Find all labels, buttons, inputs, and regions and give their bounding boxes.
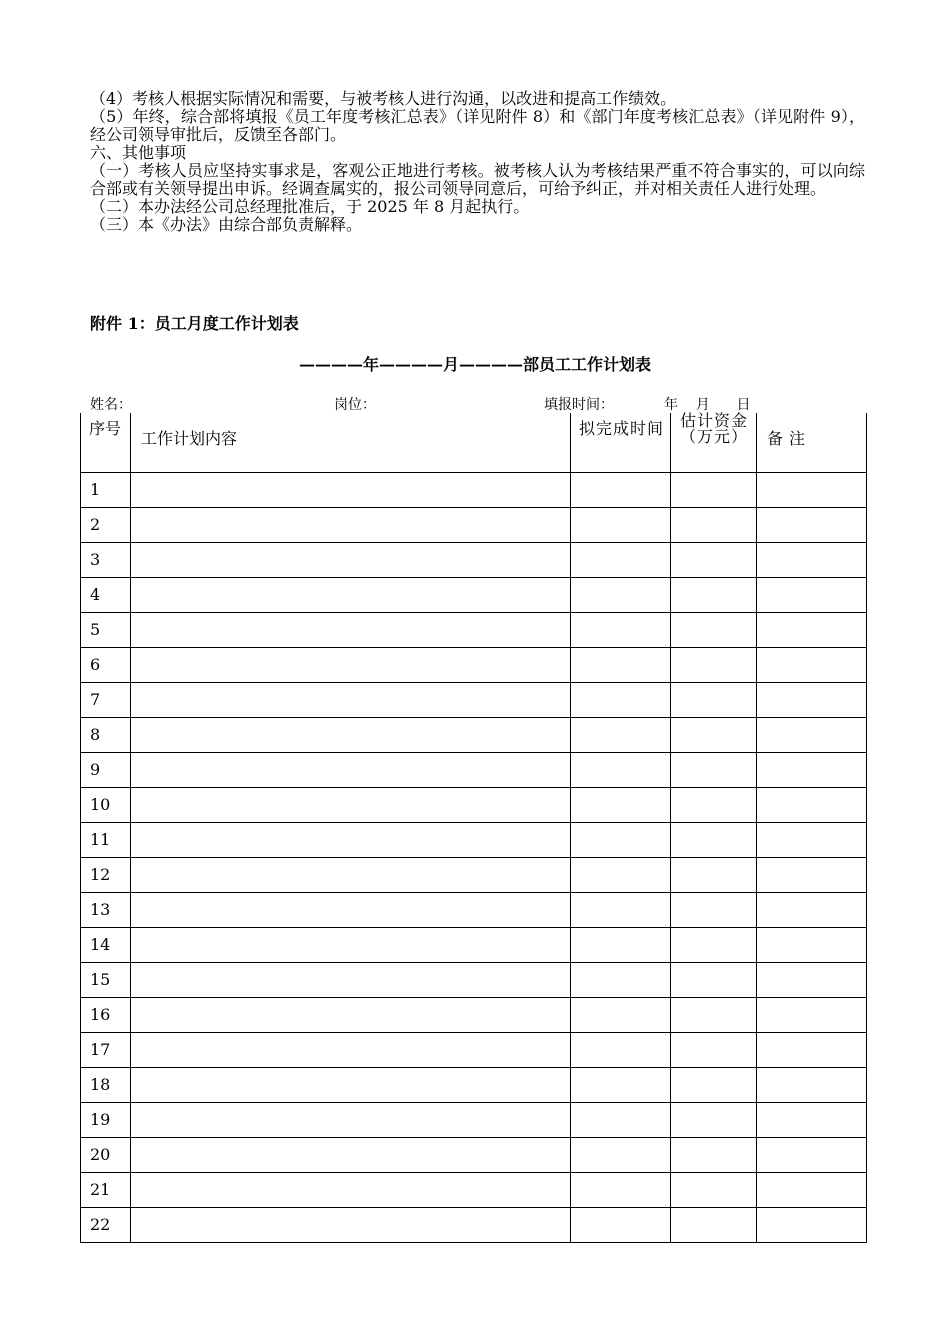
note-cell[interactable] bbox=[757, 717, 867, 752]
fund-cell[interactable] bbox=[671, 1137, 757, 1172]
row-number: 6 bbox=[81, 647, 131, 682]
content-cell[interactable] bbox=[131, 1032, 571, 1067]
planned-date-cell[interactable] bbox=[571, 962, 671, 997]
table-row bbox=[81, 507, 867, 542]
planned-date-cell[interactable] bbox=[571, 717, 671, 752]
note-cell[interactable] bbox=[757, 962, 867, 997]
note-cell[interactable] bbox=[757, 822, 867, 857]
fund-cell[interactable] bbox=[671, 577, 757, 612]
note-cell[interactable] bbox=[757, 682, 867, 717]
planned-date-cell[interactable] bbox=[571, 682, 671, 717]
note-cell[interactable] bbox=[757, 647, 867, 682]
fund-cell[interactable] bbox=[671, 612, 757, 647]
note-cell[interactable] bbox=[757, 892, 867, 927]
fund-cell[interactable] bbox=[671, 1207, 757, 1242]
note-cell[interactable] bbox=[757, 542, 867, 577]
row-number: 8 bbox=[81, 717, 131, 752]
row-number: 13 bbox=[81, 892, 131, 927]
row-number: 14 bbox=[81, 927, 131, 962]
table-row bbox=[81, 542, 867, 577]
header-seq: 序号 bbox=[81, 413, 131, 472]
header-content: 工作计划内容 bbox=[131, 413, 571, 472]
planned-date-cell[interactable] bbox=[571, 822, 671, 857]
table-row bbox=[81, 787, 867, 822]
row-number: 9 bbox=[81, 752, 131, 787]
row-number: 10 bbox=[81, 787, 131, 822]
paragraph: （三）本《办法》由综合部负责解释。 bbox=[90, 215, 363, 234]
table-row bbox=[81, 577, 867, 612]
table-row bbox=[81, 612, 867, 647]
content-cell[interactable] bbox=[131, 472, 571, 507]
planned-date-cell[interactable] bbox=[571, 997, 671, 1032]
form-info-row bbox=[90, 395, 865, 415]
content-cell[interactable] bbox=[131, 542, 571, 577]
row-number: 22 bbox=[81, 1207, 131, 1242]
table-row bbox=[81, 1207, 867, 1242]
fill-date-label: 填报时间： bbox=[544, 397, 614, 413]
table-row bbox=[81, 647, 867, 682]
content-cell[interactable] bbox=[131, 612, 571, 647]
content-cell[interactable] bbox=[131, 997, 571, 1032]
attachment-title: 附件 1：员工月度工作计划表 bbox=[90, 314, 299, 333]
body-text bbox=[90, 90, 865, 234]
content-cell[interactable] bbox=[131, 1207, 571, 1242]
header-fund: 估计资金（万元） bbox=[671, 413, 757, 472]
planned-date-cell[interactable] bbox=[571, 647, 671, 682]
fund-cell[interactable] bbox=[671, 787, 757, 822]
fund-cell[interactable] bbox=[671, 472, 757, 507]
row-number: 21 bbox=[81, 1172, 131, 1207]
fund-cell[interactable] bbox=[671, 1067, 757, 1102]
row-number: 11 bbox=[81, 822, 131, 857]
planned-date-cell[interactable] bbox=[571, 542, 671, 577]
table-row bbox=[81, 1102, 867, 1137]
planned-date-cell[interactable] bbox=[571, 1032, 671, 1067]
content-cell[interactable] bbox=[131, 1102, 571, 1137]
note-cell[interactable] bbox=[757, 997, 867, 1032]
fund-cell[interactable] bbox=[671, 822, 757, 857]
planned-date-cell[interactable] bbox=[571, 892, 671, 927]
fill-date-ymd: 年 月 日 bbox=[664, 397, 751, 413]
name-label: 姓名： bbox=[90, 397, 132, 413]
fund-cell[interactable] bbox=[671, 717, 757, 752]
note-cell[interactable] bbox=[757, 1102, 867, 1137]
row-number: 12 bbox=[81, 857, 131, 892]
content-cell[interactable] bbox=[131, 822, 571, 857]
fund-cell[interactable] bbox=[671, 997, 757, 1032]
fund-cell[interactable] bbox=[671, 752, 757, 787]
row-number: 18 bbox=[81, 1067, 131, 1102]
planned-date-cell[interactable] bbox=[571, 1207, 671, 1242]
content-cell[interactable] bbox=[131, 1172, 571, 1207]
planned-date-cell[interactable] bbox=[571, 927, 671, 962]
note-cell[interactable] bbox=[757, 857, 867, 892]
table-row bbox=[81, 472, 867, 507]
table-row bbox=[81, 927, 867, 962]
fund-cell[interactable] bbox=[671, 647, 757, 682]
header-note: 备注 bbox=[757, 413, 867, 472]
planned-date-cell[interactable] bbox=[571, 1102, 671, 1137]
paragraph: （4）考核人根据实际情况和需要，与被考核人进行沟通，以改进和提高工作绩效。 bbox=[90, 89, 677, 108]
fund-cell[interactable] bbox=[671, 857, 757, 892]
planned-date-cell[interactable] bbox=[571, 612, 671, 647]
content-cell[interactable] bbox=[131, 717, 571, 752]
note-cell[interactable] bbox=[757, 1172, 867, 1207]
row-number: 1 bbox=[81, 472, 131, 507]
row-number: 19 bbox=[81, 1102, 131, 1137]
row-number: 5 bbox=[81, 612, 131, 647]
row-number: 15 bbox=[81, 962, 131, 997]
note-cell[interactable] bbox=[757, 507, 867, 542]
planned-date-cell[interactable] bbox=[571, 752, 671, 787]
content-cell[interactable] bbox=[131, 507, 571, 542]
note-cell[interactable] bbox=[757, 1207, 867, 1242]
content-cell[interactable] bbox=[131, 962, 571, 997]
table-row bbox=[81, 997, 867, 1032]
note-cell[interactable] bbox=[757, 1137, 867, 1172]
table-row bbox=[81, 962, 867, 997]
content-cell[interactable] bbox=[131, 752, 571, 787]
table-header-row bbox=[81, 413, 867, 472]
fund-cell[interactable] bbox=[671, 927, 757, 962]
content-cell[interactable] bbox=[131, 577, 571, 612]
fund-cell[interactable] bbox=[671, 682, 757, 717]
planned-date-cell[interactable] bbox=[571, 1067, 671, 1102]
note-cell[interactable] bbox=[757, 1067, 867, 1102]
planned-date-cell[interactable] bbox=[571, 857, 671, 892]
paragraph: （5）年终，综合部将填报《员工年度考核汇总表》（详见附件 8）和《部门年度考核汇总表》（详见附件 9），经公司领导审批后，反馈至各部门。 bbox=[90, 107, 865, 144]
row-number: 17 bbox=[81, 1032, 131, 1067]
content-cell[interactable] bbox=[131, 857, 571, 892]
fund-cell[interactable] bbox=[671, 1102, 757, 1137]
content-cell[interactable] bbox=[131, 787, 571, 822]
content-cell[interactable] bbox=[131, 1137, 571, 1172]
row-number: 2 bbox=[81, 507, 131, 542]
row-number: 16 bbox=[81, 997, 131, 1032]
table-row bbox=[81, 682, 867, 717]
note-cell[interactable] bbox=[757, 472, 867, 507]
table-row bbox=[81, 717, 867, 752]
paragraph: （一）考核人员应坚持实事求是，客观公正地进行考核。被考核人认为考核结果严重不符合事实的，可以向综合部或有关领导提出申诉。经调查属实的，报公司领导同意后，可给予纠正，并对相关责任人进行处理。 bbox=[90, 161, 865, 198]
table-row bbox=[81, 1172, 867, 1207]
table-row bbox=[81, 822, 867, 857]
table-row bbox=[81, 1032, 867, 1067]
table-row bbox=[81, 857, 867, 892]
content-cell[interactable] bbox=[131, 927, 571, 962]
fund-cell[interactable] bbox=[671, 1172, 757, 1207]
content-cell[interactable] bbox=[131, 647, 571, 682]
post-label: 岗位： bbox=[334, 397, 376, 413]
section-heading: 六、其他事项 bbox=[90, 143, 187, 162]
content-cell[interactable] bbox=[131, 682, 571, 717]
planned-date-cell[interactable] bbox=[571, 787, 671, 822]
form-title: ————年————月————部员工工作计划表 bbox=[298, 355, 651, 374]
row-number: 3 bbox=[81, 542, 131, 577]
note-cell[interactable] bbox=[757, 927, 867, 962]
fund-cell[interactable] bbox=[671, 507, 757, 542]
planned-date-cell[interactable] bbox=[571, 507, 671, 542]
paragraph: （二）本办法经公司总经理批准后，于 2025 年 8 月起执行。 bbox=[90, 197, 530, 216]
note-cell[interactable] bbox=[757, 787, 867, 822]
content-cell[interactable] bbox=[131, 1067, 571, 1102]
table-body bbox=[81, 472, 867, 1242]
header-planned-date: 拟完成时间 bbox=[571, 413, 671, 472]
row-number: 7 bbox=[81, 682, 131, 717]
fund-cell[interactable] bbox=[671, 1032, 757, 1067]
fund-cell[interactable] bbox=[671, 962, 757, 997]
note-cell[interactable] bbox=[757, 752, 867, 787]
planned-date-cell[interactable] bbox=[571, 472, 671, 507]
note-cell[interactable] bbox=[757, 612, 867, 647]
fund-cell[interactable] bbox=[671, 892, 757, 927]
note-cell[interactable] bbox=[757, 577, 867, 612]
table-row bbox=[81, 892, 867, 927]
table-row bbox=[81, 1137, 867, 1172]
planned-date-cell[interactable] bbox=[571, 577, 671, 612]
planned-date-cell[interactable] bbox=[571, 1172, 671, 1207]
content-cell[interactable] bbox=[131, 892, 571, 927]
row-number: 20 bbox=[81, 1137, 131, 1172]
table-row bbox=[81, 1067, 867, 1102]
table-row bbox=[81, 752, 867, 787]
row-number: 4 bbox=[81, 577, 131, 612]
note-cell[interactable] bbox=[757, 1032, 867, 1067]
planned-date-cell[interactable] bbox=[571, 1137, 671, 1172]
work-plan-table bbox=[80, 413, 867, 1243]
fund-cell[interactable] bbox=[671, 542, 757, 577]
